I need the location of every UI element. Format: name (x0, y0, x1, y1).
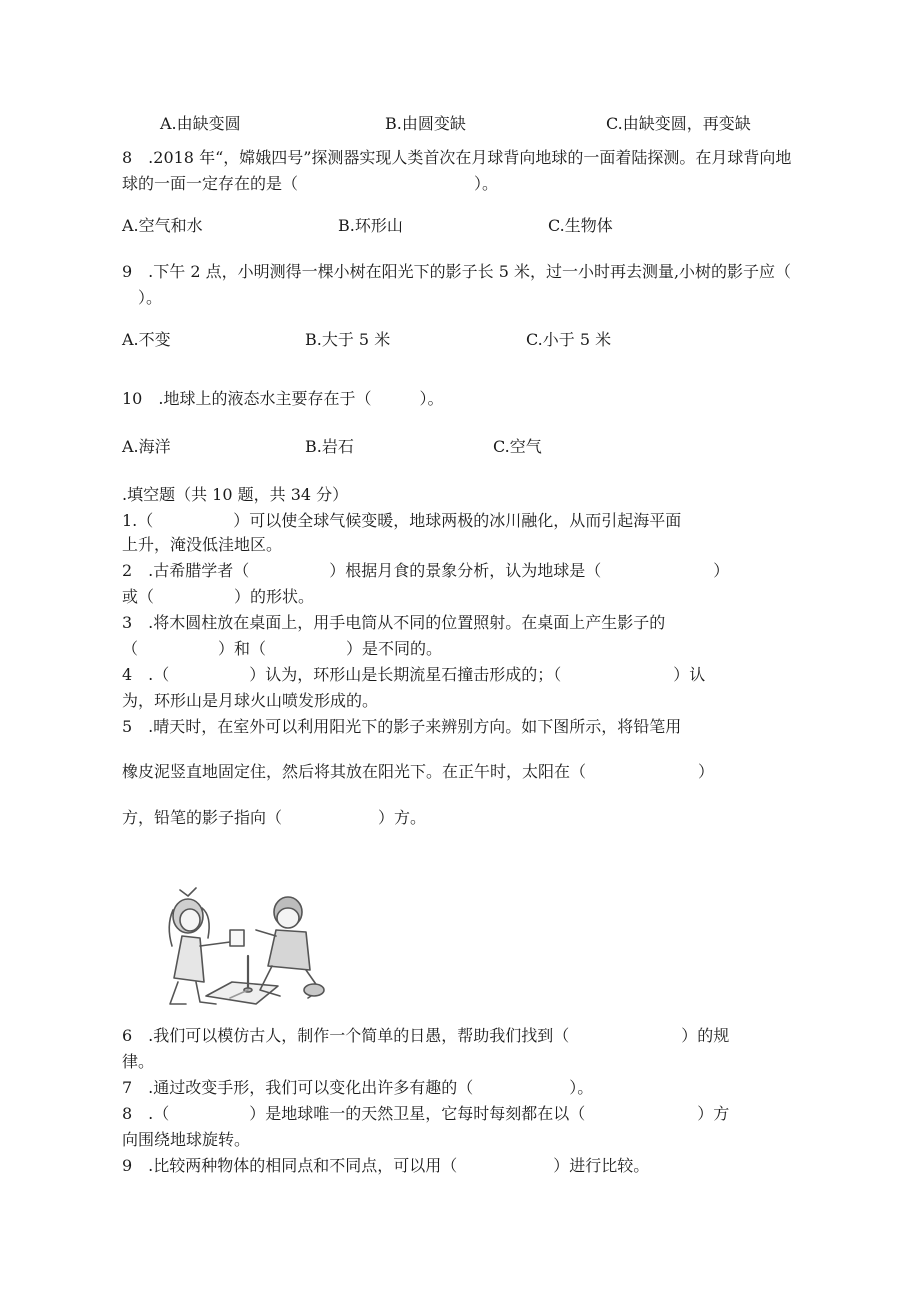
prev-option-c: C.由缺变圆，再变缺 (606, 114, 751, 133)
fill-8-line2: 向围绕地球旋转。 (122, 1130, 251, 1149)
prev-option-b: B.由圆变缺 (385, 114, 466, 133)
fill-9-line1: 9 .比较两种物体的相同点和不同点，可以用（ ）进行比较。 (122, 1156, 650, 1175)
fill-3-line1: 3 .将木圆柱放在桌面上，用手电筒从不同的位置照射。在桌面上产生影子的 (122, 613, 666, 632)
fill-5-line1: 5 .晴天时，在室外可以利用阳光下的影子来辨别方向。如下图所示，将铅笔用 (122, 717, 682, 736)
q8-option-b: B.环形山 (338, 216, 403, 235)
q10-option-b: B.岩石 (305, 437, 354, 456)
question-10-line1: 10 .地球上的液态水主要存在于（ ）。 (122, 389, 444, 408)
q9-option-b: B.大于 5 米 (305, 330, 391, 349)
prev-option-a: A.由缺变圆 (160, 114, 241, 133)
fill-8-line1: 8 .（ ）是地球唯一的天然卫星，它每时每刻都在以（ ）方 (122, 1104, 730, 1123)
question-8-line2: 球的一面一定存在的是（ ）。 (122, 174, 499, 193)
question-9-line1: 9 .下午 2 点，小明测得一棵小树在阳光下的影子长 5 米，过一小时再去测量,小树的影子应（ (122, 262, 792, 281)
fill-5-line3: 方，铅笔的影子指向（ ）方。 (122, 808, 427, 827)
question-8-line1: 8 .2018 年“，嫦娥四号”探测器实现人类首次在月球背向地球的一面着陆探测。在月球背向地 (122, 148, 792, 167)
fill-1-line2: 上升，淹没低洼地区。 (122, 535, 283, 554)
q8-option-a: A.空气和水 (122, 216, 203, 235)
fill-6-line1: 6 .我们可以模仿古人，制作一个简单的日愚，帮助我们找到（ ）的规 (122, 1026, 730, 1045)
pencil-board (206, 956, 278, 1004)
question-9-line2: ）。 (122, 288, 163, 307)
fill-4-line1: 4 .（ ）认为，环形山是长期流星石撞击形成的；（ ）认 (122, 665, 706, 684)
fill-7-line1: 7 .通过改变手形，我们可以变化出许多有趣的（ ）。 (122, 1078, 594, 1097)
fill-3-line2: （ ）和（ ）是不同的。 (122, 639, 443, 658)
children-shadow-illustration (160, 886, 330, 1010)
q8-option-c: C.生物体 (548, 216, 613, 235)
fill-6-line2: 律。 (122, 1052, 155, 1071)
boy-figure (256, 897, 324, 998)
fill-2-line2: 或（ ）的形状。 (122, 587, 315, 606)
q10-option-c: C.空气 (493, 437, 542, 456)
q9-option-a: A.不变 (122, 330, 171, 349)
fill-2-line1: 2 .古希腊学者（ ）根据月食的景象分析，认为地球是（ ） (122, 561, 730, 580)
q9-option-c: C.小于 5 米 (526, 330, 612, 349)
section-title: .填空题（共 10 题，共 34 分） (122, 485, 349, 504)
q10-option-a: A.海洋 (122, 437, 171, 456)
fill-4-line2: 为，环形山是月球火山喷发形成的。 (122, 691, 379, 710)
fill-1-line1: 1.（ ）可以使全球气候变暖，地球两极的冰川融化，从而引起海平面 (122, 511, 682, 530)
fill-5-line2: 橡皮泥竖直地固定住，然后将其放在阳光下。在正午时，太阳在（ ） (122, 762, 715, 781)
